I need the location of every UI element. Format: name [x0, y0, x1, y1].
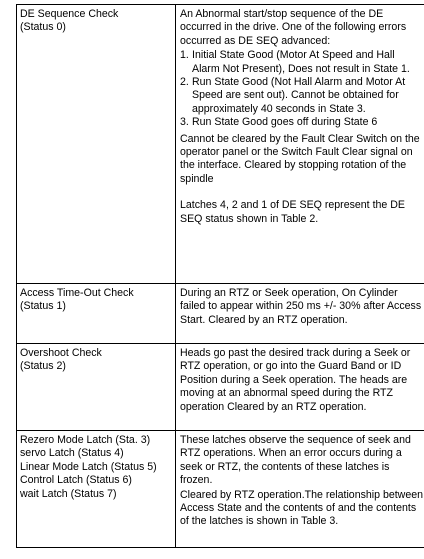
- status-name-line: wait Latch (Status 7): [20, 487, 117, 500]
- table-row: [17, 5, 424, 284]
- list-item: [180, 49, 424, 76]
- table-row: [17, 284, 424, 344]
- status-name-line: servo Latch (Status 4): [20, 447, 124, 460]
- status-table: [16, 4, 424, 548]
- status-description-cell: [176, 5, 424, 284]
- status-name-line: Access Time-Out Check: [20, 287, 134, 299]
- status-description-cell: [176, 431, 424, 548]
- list-item: [180, 76, 424, 116]
- list-item-text: Run State Good goes off during State 6: [192, 116, 378, 129]
- description-paragraph: Cleared by RTZ operation.The relationship between Access State and the contents of and the contents of the latches is shown in Table 3.: [180, 488, 424, 528]
- status-name-cell: [17, 284, 176, 344]
- list-item-text: Initial State Good (Motor At Speed and Hall Alarm Not Present), Does not result in State 1.: [192, 49, 410, 75]
- table-row: [17, 344, 424, 431]
- list-item: [180, 116, 424, 129]
- status-name-line: DE Sequence Check: [20, 8, 119, 20]
- status-name-cell: [17, 344, 176, 431]
- status-name-line: Overshoot Check: [20, 347, 102, 359]
- status-name-line: Control Latch (Status 6): [20, 474, 132, 487]
- status-name-line: Rezero Mode Latch (Sta. 3): [20, 434, 151, 446]
- status-name-cell: [17, 431, 176, 548]
- description-paragraph: During an RTZ or Seek operation, On Cylinder failed to appear within 250 ms +/- 30% after Access Start. Cleared by an RTZ operation.: [180, 287, 422, 326]
- status-name-line: (Status 1): [20, 300, 66, 313]
- status-description-cell: [176, 344, 424, 431]
- description-paragraph: These latches observe the sequence of seek and RTZ operations. When an error occurs during a seek or RTZ, the contents of these latches is frozen.: [180, 434, 411, 487]
- status-description-cell: [176, 284, 424, 344]
- status-name-line: (Status 2): [20, 360, 66, 373]
- status-name-line: (Status 0): [20, 21, 66, 34]
- list-item-number: 2.: [180, 76, 189, 89]
- description-paragraph: Cannot be cleared by the Fault Clear Switch on the operator panel or the Switch Fault Clear signal on the interface. Cleared by stopping rotation of the spindle: [180, 132, 420, 185]
- description-paragraph: Heads go past the desired track during a Seek or RTZ operation, or go into the Guard Band or ID Position during a Seek operation. The heads are moving at an abnormal speed during the RTZ operation Cleared by an RTZ operation.: [180, 347, 411, 413]
- status-name-cell: [17, 5, 176, 284]
- list-item-number: 1.: [180, 49, 189, 62]
- list-item-number: 3.: [180, 116, 189, 129]
- table-row: [17, 431, 424, 548]
- description-intro: An Abnormal start/stop sequence of the DE occurred in the drive. One of the following errors occurred as DE SEQ advanced:: [180, 8, 407, 47]
- list-item-text: Run State Good (Not Hall Alarm and Motor At Speed are sent out). Cannot be obtained for approximately 40 seconds in State 3.: [192, 76, 406, 115]
- status-name-line: Linear Mode Latch (Status 5): [20, 460, 157, 473]
- error-list: [180, 49, 424, 129]
- description-paragraph: Latches 4, 2 and 1 of DE SEQ represent the DE SEQ status shown in Table 2.: [180, 199, 405, 225]
